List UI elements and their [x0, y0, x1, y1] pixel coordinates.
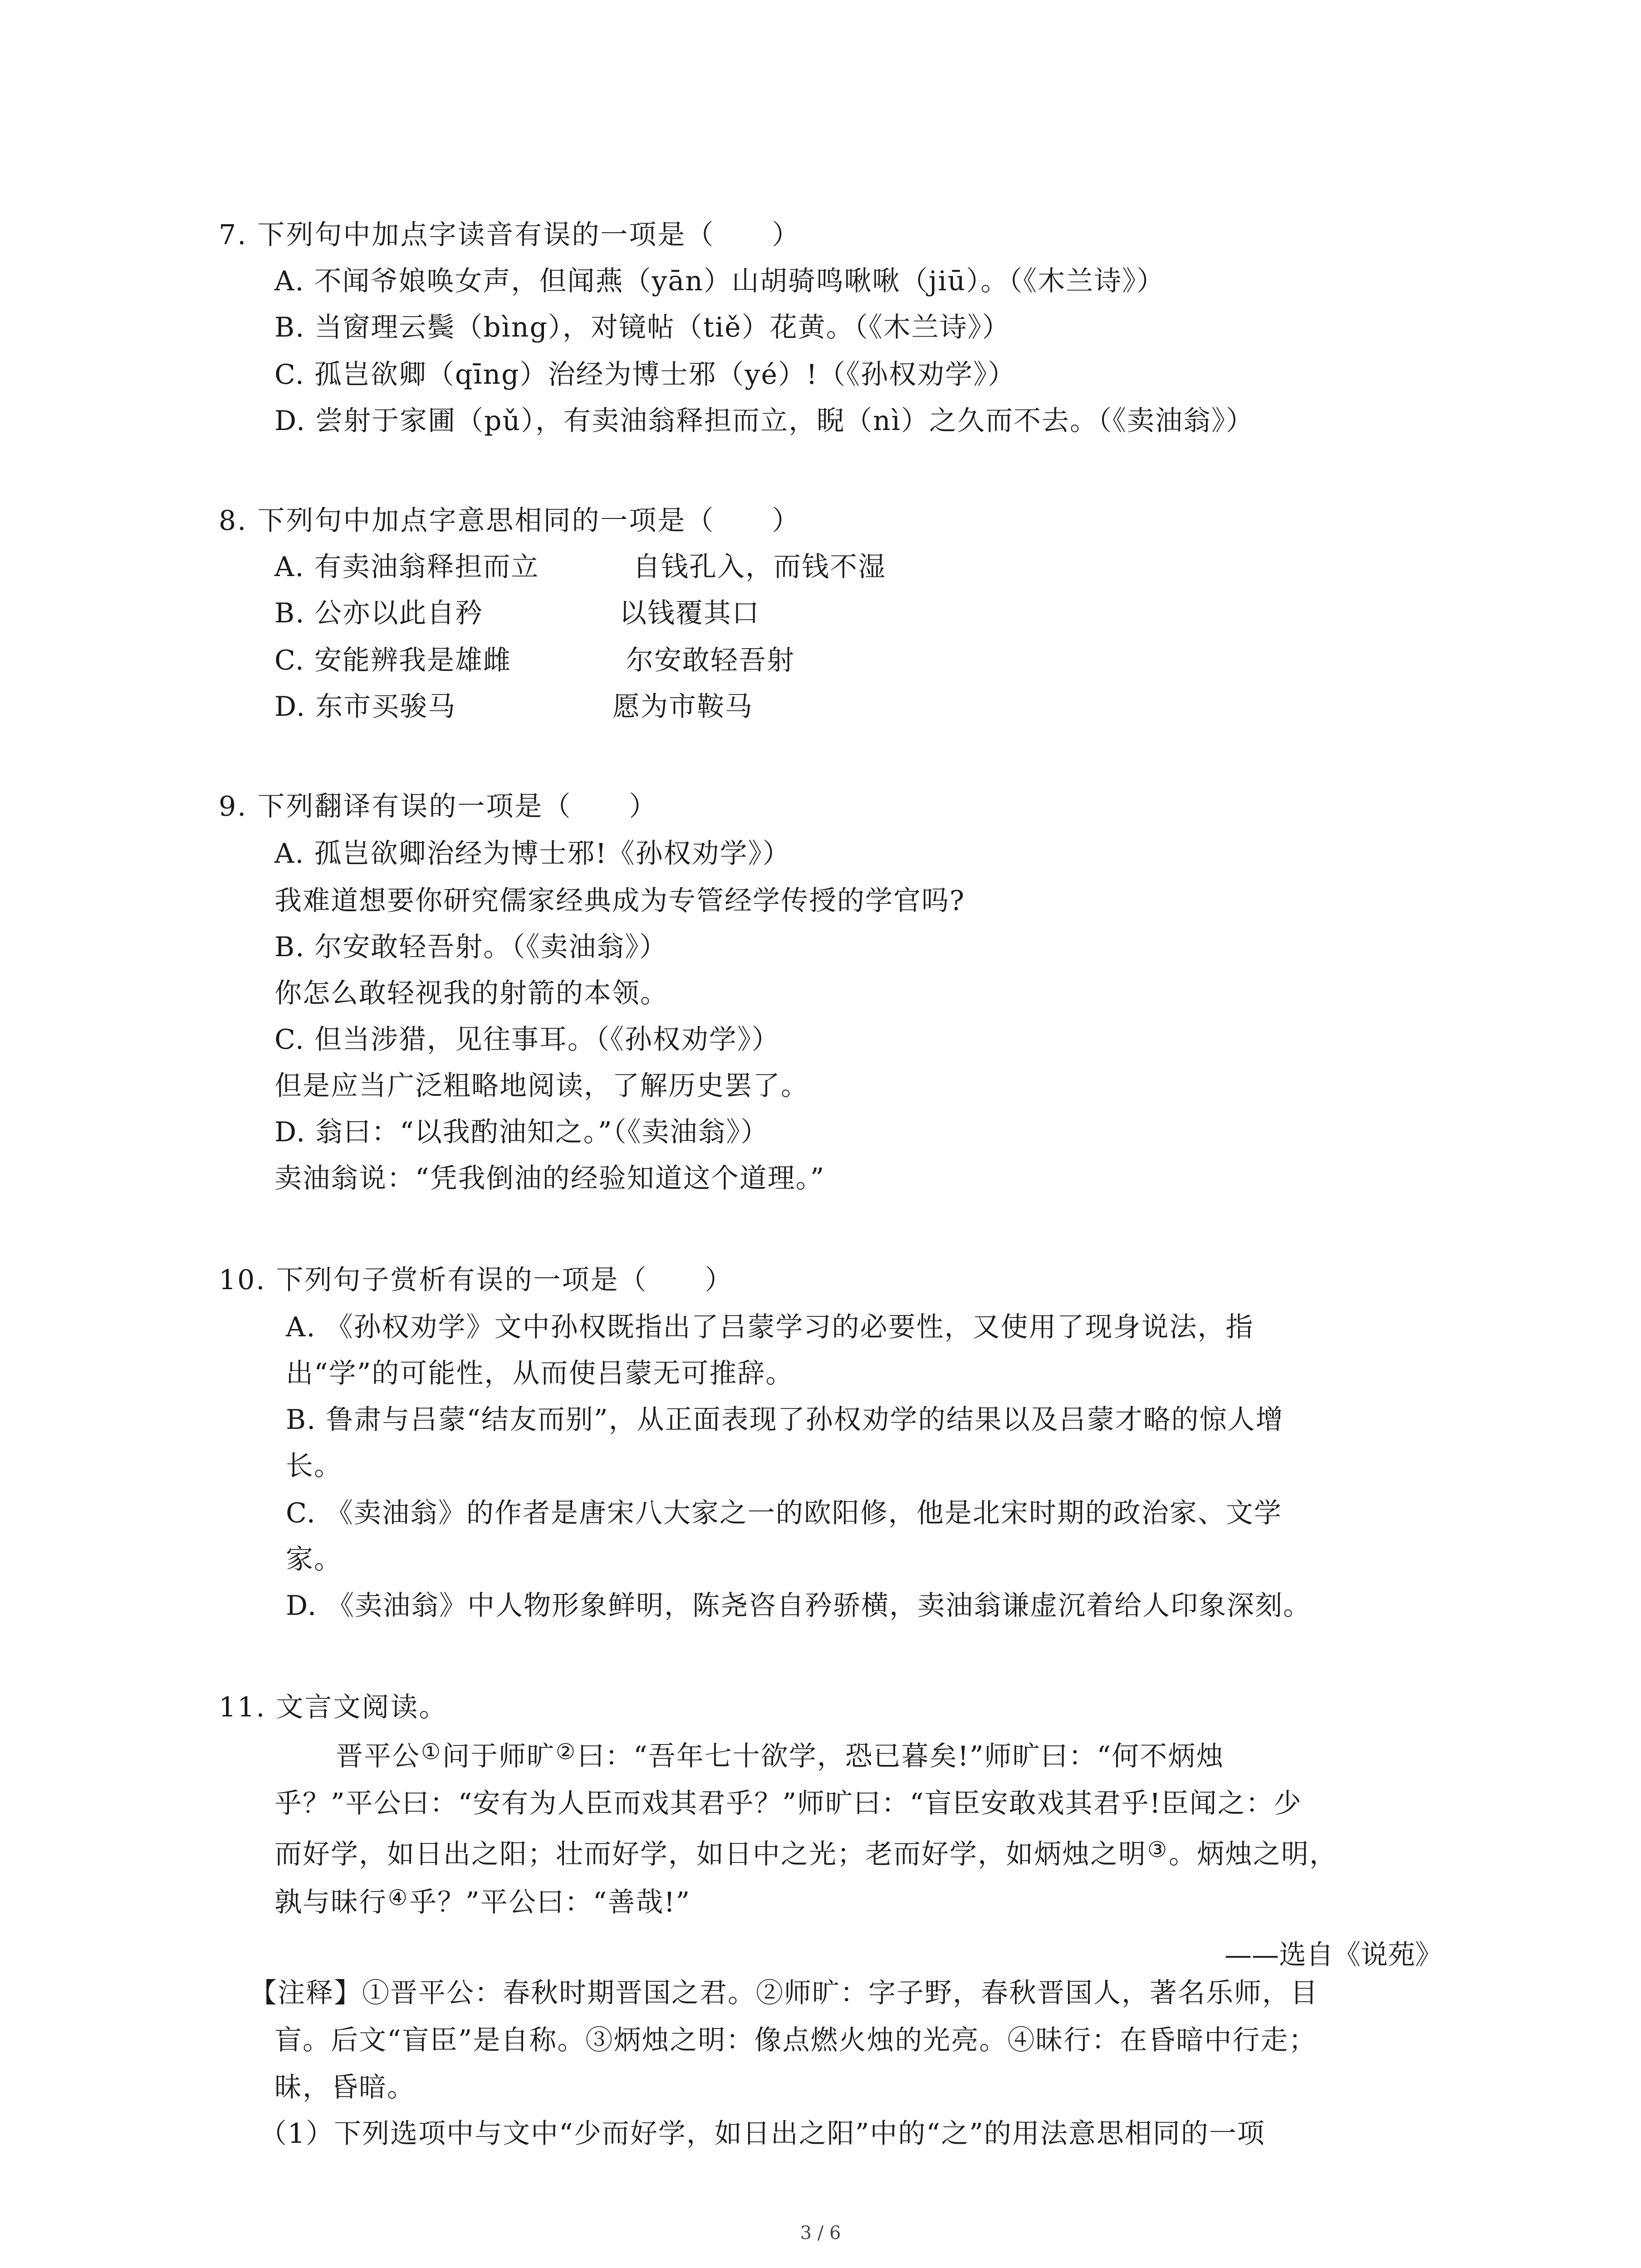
q11-title: 11. 文言文阅读。 [219, 1691, 448, 1723]
q7-option-a: A. 不闻爷娘唤女声，但闻燕（yān）山胡骑鸣啾啾（jiū）。（《木兰诗》） [274, 265, 1165, 297]
q11-notes-line3: 昧，昏暗。 [274, 2072, 415, 2103]
passage-source: ——选自《说苑》 [1225, 1939, 1442, 1971]
passage-text: 曰：“吾年七十欲学，恐已暮矣!”师旷曰：“何不炳烛 [577, 1740, 1225, 1772]
q9-option-b: B. 尔安敢轻吾射。（《卖油翁》） [274, 931, 668, 963]
passage-text: 孰与昧行 [274, 1887, 387, 1918]
q11-passage-line1 [336, 1741, 1224, 1770]
q8-option-a-right: 自钱孔入，而钱不湿 [633, 551, 886, 583]
q11-subquestion-1: （1）下列选项中与文中“少而好学，如日出之阳”中的“之”的用法意思相同的一项 [260, 2118, 1265, 2150]
passage-text: 。炳烛之明， [1169, 1838, 1338, 1870]
footnote-marker-1: ① [421, 1739, 442, 1765]
q11-passage-line4 [274, 1887, 691, 1916]
q9-option-c: C. 但当涉猎，见往事耳。（《孙权劝学》） [274, 1024, 780, 1056]
q10-option-a-line1: A. 《孙权劝学》文中孙权既指出了吕蒙学习的必要性，又使用了现身说法，指 [286, 1311, 1254, 1343]
passage-text: 问于师旷 [442, 1740, 555, 1772]
q8-option-b-right: 以钱覆其口 [619, 597, 760, 629]
q10-option-c-line2: 家。 [286, 1544, 342, 1575]
q9-option-a-translation: 我难道想要你研究儒家经典成为专管经学传授的学官吗? [274, 885, 965, 917]
q10-option-d-line1: D. 《卖油翁》中人物形象鲜明，陈尧咨自矜骄横，卖油翁谦虚沉着给人印象深刻。 [286, 1590, 1312, 1622]
q9-option-b-translation: 你怎么敢轻视我的射箭的本领。 [274, 978, 668, 1009]
q7-option-b: B. 当窗理云鬓（bìng），对镜帖（tiě）花黄。（《木兰诗》） [274, 312, 1010, 343]
q9-option-d: D. 翁曰：“以我酌油知之。”（《卖油翁》） [274, 1116, 769, 1148]
q8-option-c-right: 尔安敢轻吾射 [626, 645, 795, 676]
q11-notes-line1: 【注释】①晋平公：春秋时期晋国之君。②师旷：字子野，春秋晋国人，著名乐师，目 [250, 1977, 1318, 2009]
q10-option-c-line1: C. 《卖油翁》的作者是唐宋八大家之一的欧阳修，他是北宋时期的政治家、文学 [286, 1497, 1282, 1529]
passage-text: 而好学，如日出之阳；壮而好学，如日中之光；老而好学，如炳烛之明 [274, 1838, 1146, 1870]
q9-option-d-translation: 卖油翁说：“凭我倒油的经验知道这个道理。” [274, 1163, 825, 1194]
page-number: 3 / 6 [800, 2223, 841, 2244]
q10-option-b-line2: 长。 [286, 1450, 342, 1482]
q7-title: 7. 下列句中加点字读音有误的一项是（ ） [219, 219, 801, 251]
q8-title: 8. 下列句中加点字意思相同的一项是（ ） [219, 505, 801, 537]
q9-option-a: A. 孤岂欲卿治经为博士邪!《孙权劝学》） [274, 838, 791, 870]
q8-option-d-left: D. 东市买骏马 [274, 691, 456, 723]
q7-option-c: C. 孤岂欲卿（qīng）治经为博士邪（yé）!（《孙权劝学》） [274, 359, 1016, 391]
q8-option-d-right: 愿为市鞍马 [612, 691, 753, 723]
footnote-marker-4: ④ [388, 1885, 409, 1911]
q10-option-b-line1: B. 鲁肃与吕蒙“结友而别”，从正面表现了孙权劝学的结果以及吕蒙才略的惊人增 [286, 1404, 1284, 1436]
footnote-marker-3: ③ [1147, 1837, 1168, 1862]
footnote-marker-2: ② [556, 1739, 577, 1765]
q10-title: 10. 下列句子赏析有误的一项是（ ） [219, 1264, 734, 1296]
q8-option-a-left: A. 有卖油翁释担而立 [274, 551, 539, 583]
q11-passage-line2: 乎？”平公曰：“安有为人臣而戏其君乎？”师旷曰：“盲臣安敢戏其君乎!臣闻之：少 [274, 1788, 1302, 1819]
q9-title: 9. 下列翻译有误的一项是（ ） [219, 791, 658, 822]
q8-option-c-left: C. 安能辨我是雄雌 [274, 645, 511, 676]
q9-option-c-translation: 但是应当广泛粗略地阅读，了解历史罢了。 [274, 1070, 809, 1102]
q11-notes-line2: 盲。后文“盲臣”是自称。③炳烛之明：像点燃火烛的光亮。④昧行：在昏暗中行走； [274, 2024, 1317, 2056]
passage-text: 晋平公 [336, 1740, 420, 1772]
q11-passage-line3 [274, 1839, 1337, 1868]
q7-option-d: D. 尝射于家圃（pǔ），有卖油翁释担而立，睨（nì）之久而不去。（《卖油翁》） [274, 405, 1254, 437]
q10-option-a-line2: 出“学”的可能性，从而使吕蒙无可推辞。 [286, 1358, 794, 1389]
q8-option-b-left: B. 公亦以此自矜 [274, 597, 484, 629]
passage-text: 乎？”平公曰：“善哉!” [409, 1887, 691, 1918]
